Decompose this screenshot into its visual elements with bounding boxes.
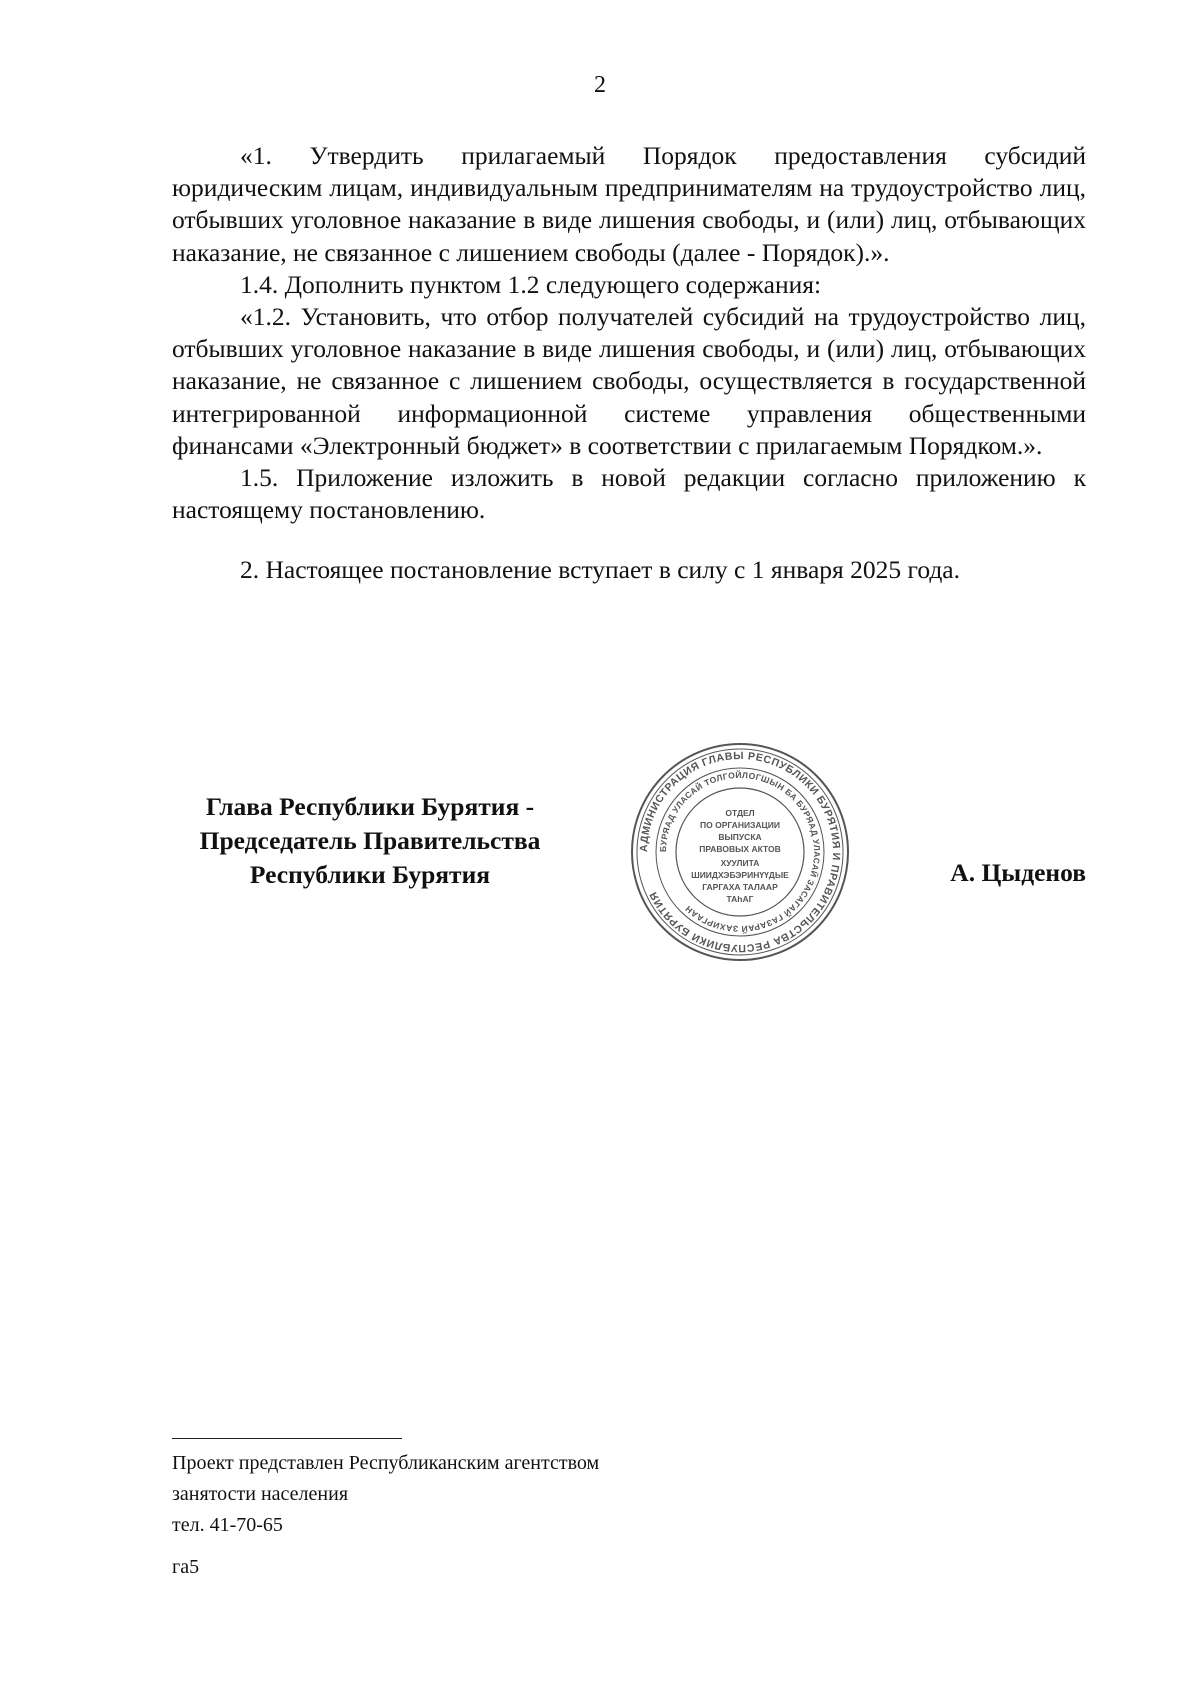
seal-center-line: ХУУЛИТА [720, 858, 760, 868]
paragraph-clause-1: «1. Утвердить прилагаемый Порядок предоставления субсидий юридическим лицам, индивидуальным предпринимателям на трудоустройство лиц, отбывших уголовное наказание в виде лишения свободы, и (или) лиц, отбывающих наказание, не связанное с лишением свободы (далее - Порядок).». [172, 141, 1086, 267]
signatory-title-line: Республики Бурятия [249, 860, 491, 889]
signatory-title-line: Председатель Правительства [199, 826, 541, 855]
footnote-divider [172, 1438, 402, 1439]
signatory-title-line: Глава Республики Бурятия - [205, 792, 535, 821]
footnote-line: тел. 41-70-65 [172, 1514, 283, 1536]
footnote [172, 1448, 599, 1541]
paragraph-clause-2: 2. Настоящее постановление вступает в силу с 1 января 2025 года. [240, 555, 961, 585]
seal-center-line: ТАһАГ [726, 894, 754, 904]
seal-center-line: ОТДЕЛ [725, 808, 755, 818]
signatory-name: А. Цыденов [950, 858, 1086, 887]
paragraph-clause-1-5: 1.5. Приложение изложить в новой редакции согласно приложению к настоящему постановлению. [172, 463, 1086, 525]
seal-center-line: ШИИДХЭБЭРИНҮҮДЫЕ [691, 870, 789, 880]
seal-outer-text: АДМИНИСТРАЦИЯ ГЛАВЫ РЕСПУБЛИКИ БУРЯТИЯ И ПРАВИТЕЛЬСТВА РЕСПУБЛИКИ БУРЯТИЯ [637, 749, 843, 955]
seal-inner-text: БУРЯАД УЛАСАЙ ТОЛГОЙЛОГШЫН БА БУРЯАД УЛАСАЙ ЗАСАГАЙ ГАЗАРАЙ ЗАХИРГААН [657, 769, 823, 935]
footnote-line: Проект представлен Республиканским агентством [172, 1452, 600, 1474]
official-seal-stamp [628, 740, 852, 964]
seal-center-line: ПО ОРГАНИЗАЦИИ [700, 820, 780, 830]
paragraph-clause-1-2: «1.2. Установить, что отбор получателей субсидий на трудоустройство лиц, отбывших уголовное наказание в виде лишения свободы, и (или) лиц, отбывающих наказание, не связанное с лишением свободы, осуществляется в государственной интегрированной информационной системе управления общественными финансами «Электронный бюджет» в соответствии с прилагаемым Порядком.». [172, 302, 1086, 460]
seal-center-line: ГАРГАХА ТАЛААР [702, 882, 778, 892]
paragraph-clause-1-4: 1.4. Дополнить пунктом 1.2 следующего содержания: [240, 269, 822, 299]
document-code: га5 [172, 1556, 200, 1578]
document-body [172, 140, 1086, 587]
page-number: 2 [594, 72, 606, 98]
seal-center-line: ПРАВОВЫХ АКТОВ [699, 844, 781, 854]
signatory-title [160, 790, 580, 892]
seal-center-line: ВЫПУСКА [718, 832, 762, 842]
footnote-line: занятости населения [172, 1483, 349, 1505]
